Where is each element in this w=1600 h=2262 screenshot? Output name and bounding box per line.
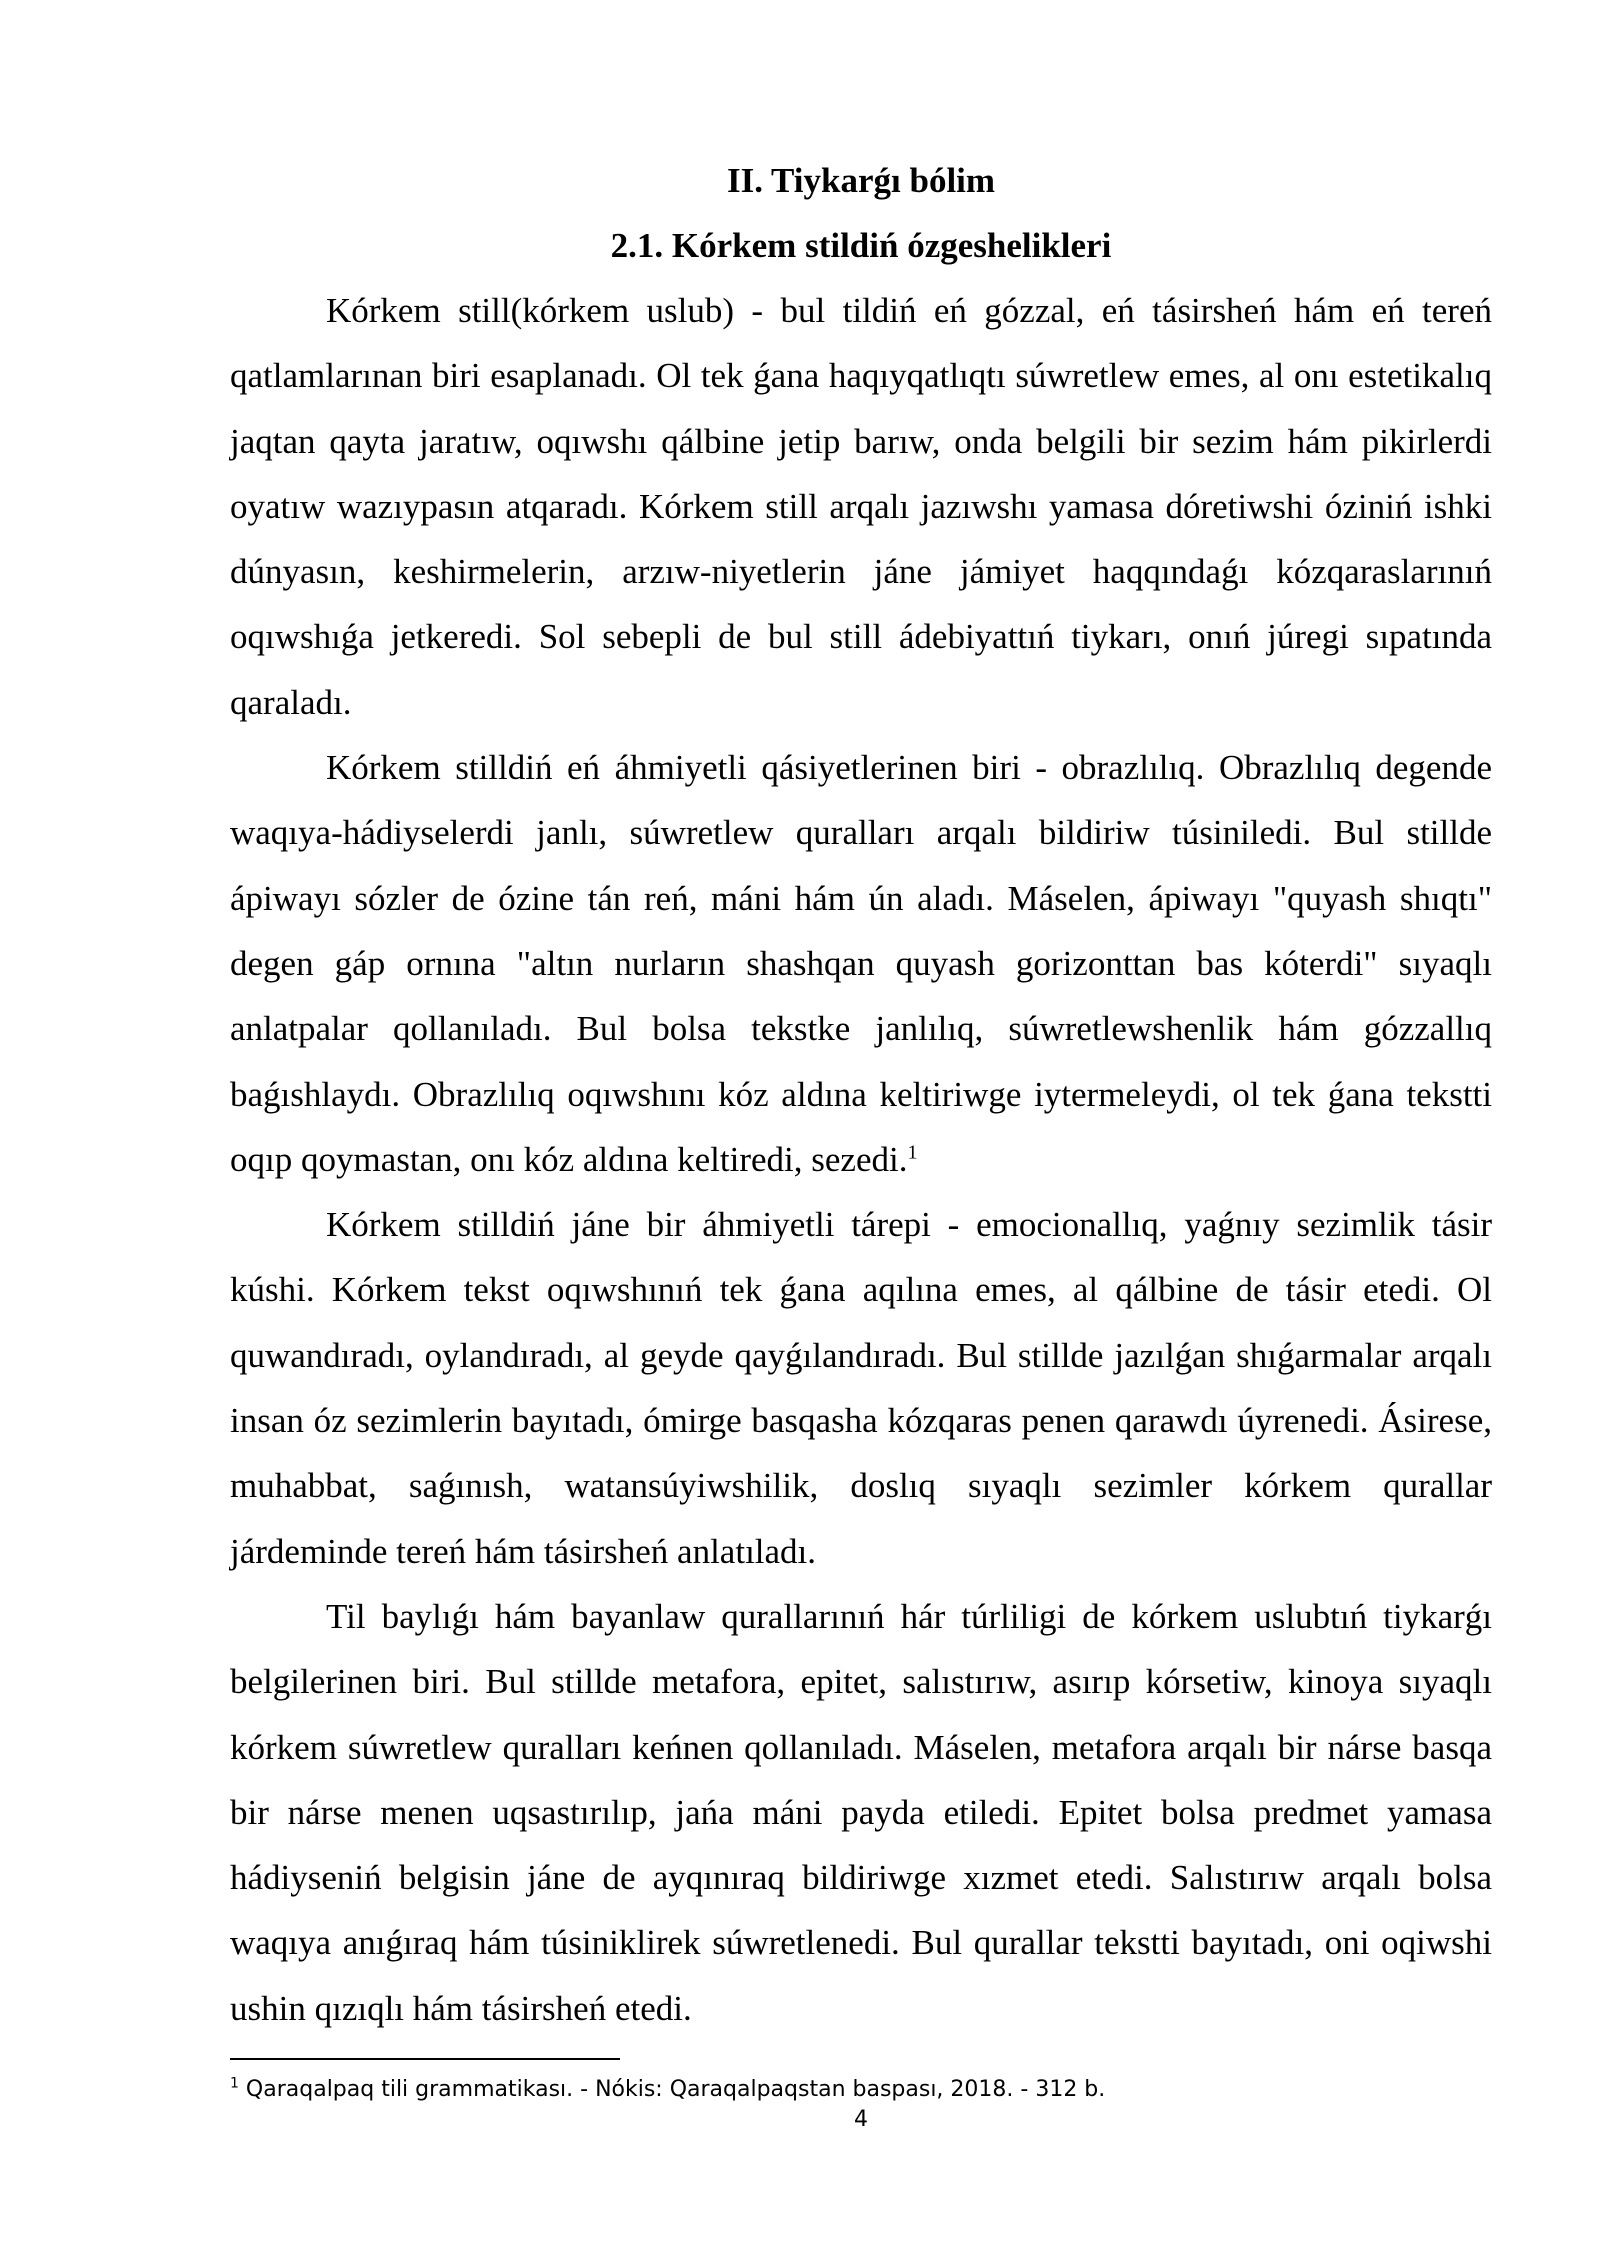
paragraph-3-text: Kórkem stilldiń jáne bir áhmiyetli tárepi - emocionallıq, yaǵnıy sezimlik tásir kúshi. Kórkem tekst oqıwshınıń tek ǵana aqılına emes, al qálbine de tásir etedi. Ol quwandıradı, oylandıradı, al geyde qayǵılandıradı. Bul stillde jazılǵan shıǵarmalar arqalı insan óz sezimlerin bayıtadı, ómirge basqasha kózqaras penen qarawdı úyrenedi. Ásirese, muhabbat, saǵınısh, watansúyiwshilik, doslıq sıyaqlı sezimler kórkem qurallar járdeminde tereń hám tásirsheń anlatıladı. bbox=[230, 1205, 1492, 1571]
page-body bbox=[230, 148, 1492, 2041]
paragraph-2 bbox=[230, 735, 1492, 1192]
paragraph-4 bbox=[230, 1584, 1492, 2041]
footnote-marker: 1 bbox=[230, 2075, 239, 2092]
footnote-text: Qaraqalpaq tili grammatikası. - Nókis: Qaraqalpaqstan baspası, 2018. - 312 b. bbox=[245, 2077, 1106, 2102]
paragraph-2-text: Kórkem stilldiń eń áhmiyetli qásiyetlerinen biri - obrazlılıq. Obrazlılıq degende waqıya-hádiyselerdi janlı, súwretlew quralları arqalı bildiriw túsiniledi. Bul stillde ápiwayı sózler de ózine tán reń, máni hám ún aladı. Máselen, ápiwayı "quyash shıqtı" degen gáp ornına "altın nurların shashqan quyash gorizonttan bas kóterdi" sıyaqlı anlatpalar qollanıladı. Bul bolsa tekstke janlılıq, súwretlewshenlik hám gózzallıq baǵıshlaydı. Obrazlılıq oqıwshını kóz aldına keltiriwge iytermeleydi, ol tek ǵana tekstti oqıp qoymastan, onı kóz aldına keltiredi, sezedi. bbox=[230, 748, 1492, 1179]
footnote-separator bbox=[230, 2058, 620, 2060]
page-number: 4 bbox=[854, 2107, 868, 2132]
section-title: II. Tiykarǵı bólim bbox=[726, 161, 996, 200]
paragraph-3 bbox=[230, 1192, 1492, 1584]
paragraph-1 bbox=[230, 278, 1492, 735]
subsection-title: 2.1. Kórkem stildiń ózgeshelikleri bbox=[610, 226, 1112, 265]
paragraph-1-text: Kórkem still(kórkem uslub) - bul tildiń eń gózzal, eń tásirsheń hám eń tereń qatlamlarınan biri esaplanadı. Ol tek ǵana haqıyqatlıqtı súwretlew emes, al onı estetikalıq jaqtan qayta jaratıw, oqıwshı qálbine jetip barıw, onda belgili bir sezim hám pikirlerdi oyatıw wazıypasın atqaradı. Kórkem still arqalı jazıwshı yamasa dóretiwshi óziniń ishki dúnyasın, keshirmelerin, arzıw-niyetlerin jáne jámiyet haqqındaǵı kózqaraslarınıń oqıwshıǵa jetkeredi. Sol sebepli de bul still ádebiyattıń tiykarı, onıń júregi sıpatında qaraladı. bbox=[230, 291, 1492, 722]
footnote-reference[interactable]: 1 bbox=[907, 1141, 918, 1164]
paragraph-4-text: Til baylıǵı hám bayanlaw qurallarınıń hár túrliligi de kórkem uslubtıń tiykarǵı belgilerinen biri. Bul stillde metafora, epitet, salıstırıw, asırıp kórsetiw, kinoya sıyaqlı kórkem súwretlew quralları keńnen qollanıladı. Máselen, metafora arqalı bir nárse basqa bir nárse menen uqsastırılıp, jańa máni payda etiledi. Epitet bolsa predmet yamasa hádiyseniń belgisin jáne de ayqınıraq bildiriwge xızmet etedi. Salıstırıw arqalı bolsa waqıya anıǵıraq hám túsiniklirek súwretlenedi. Bul qurallar tekstti bayıtadı, oni oqiwshi ushin qızıqlı hám tásirsheń etedi. bbox=[230, 1596, 1492, 2028]
footnote bbox=[230, 2075, 1492, 2105]
